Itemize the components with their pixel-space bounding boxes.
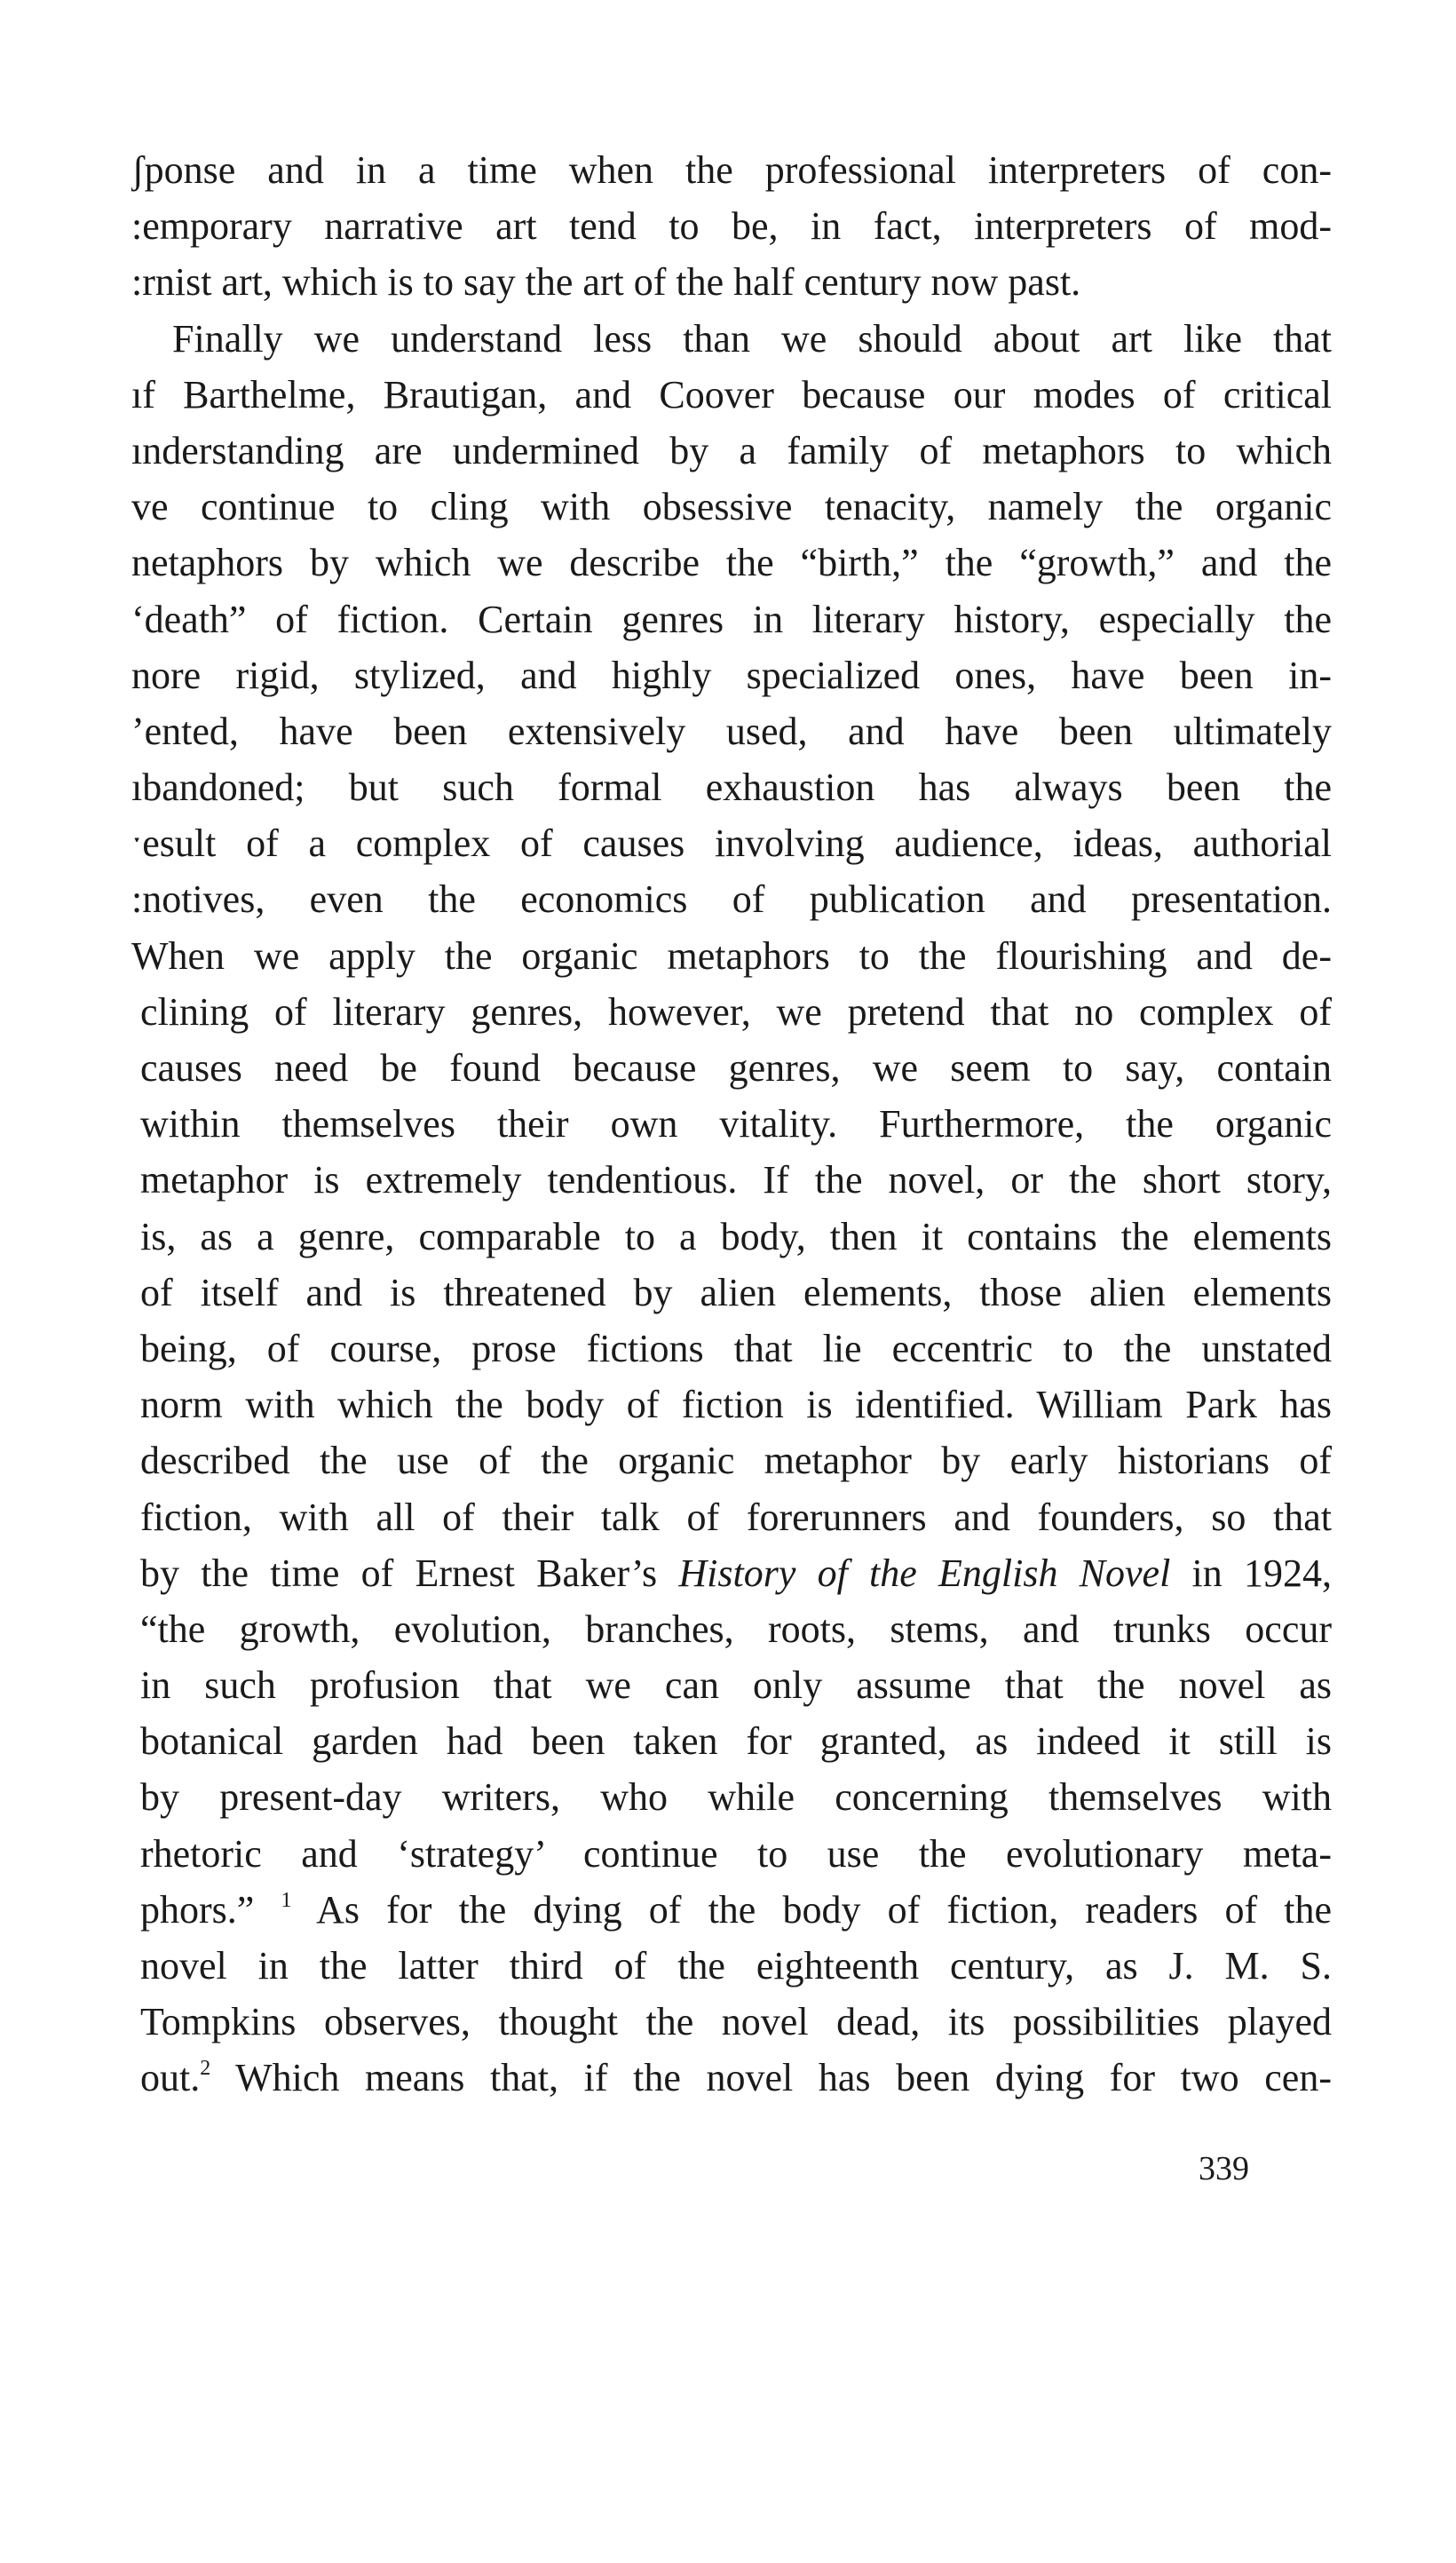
- text-line: netaphors by which we describe the “birth,” the “growth,” and the: [131, 541, 1332, 585]
- text-line: :emporary narrative art tend to be, in fact, interpreters of mod-: [131, 204, 1332, 249]
- text-line: is, as a genre, comparable to a body, then it contains the elements: [140, 1214, 1332, 1258]
- body-text: [131, 142, 1332, 2107]
- text-line: ‘death” of fiction. Certain genres in literary history, especially the: [131, 597, 1332, 641]
- text-line: ıf Barthelme, Brautigan, and Coover because our modes of critical: [131, 372, 1332, 417]
- text-line-with-footnote: [140, 2050, 1332, 2106]
- text-line: Tompkins observes, thought the novel dead, its possibilities played: [140, 2000, 1332, 2044]
- text-line: ıbandoned; but such formal exhaustion has always been the: [131, 766, 1332, 810]
- text-line-with-book-title: [140, 1545, 1332, 1601]
- footnote-marker: 2: [200, 2057, 211, 2081]
- text-line: rhetoric and ‘strategy’ continue to use the evolutionary meta-: [140, 1831, 1332, 1876]
- text-line: of itself and is threatened by alien elements, those alien elements: [140, 1270, 1332, 1314]
- text-line: within themselves their own vitality. Furthermore, the organic: [140, 1102, 1332, 1147]
- text-line: clining of literary genres, however, we pretend that no complex of: [140, 989, 1332, 1034]
- text-line: causes need be found because genres, we seem to say, contain: [140, 1046, 1332, 1090]
- text-line: When we apply the organic metaphors to the flourishing and de-: [131, 933, 1332, 978]
- text-line-with-footnote: [140, 1882, 1332, 1938]
- text-line: nore rigid, stylized, and highly specialized ones, have been in-: [131, 653, 1332, 697]
- text-segment: out.: [140, 2056, 201, 2100]
- text-line: ˑesult of a complex of causes involving audience, ideas, authorial: [131, 821, 1332, 866]
- page-number: 339: [1199, 2150, 1249, 2187]
- text-segment: in 1924,: [1170, 1551, 1332, 1595]
- text-segment: Which means that, if the novel has been dying for two cen-: [210, 2056, 1332, 2100]
- text-line: being, of course, prose fictions that lie eccentric to the unstated: [140, 1326, 1332, 1370]
- text-line: metaphor is extremely tendentious. If the novel, or the short story,: [140, 1158, 1332, 1202]
- book-title: History of the English Novel: [678, 1551, 1171, 1595]
- text-line: in such profusion that we can only assume that the novel as: [140, 1663, 1332, 1708]
- text-line: norm with which the body of fiction is identified. William Park has: [140, 1383, 1332, 1427]
- footnote-marker: 1: [281, 1888, 292, 1912]
- text-segment: by the time of Ernest Baker’s: [140, 1551, 679, 1595]
- text-line: by present-day writers, who while concerning themselves with: [140, 1775, 1332, 1820]
- text-line: “the growth, evolution, branches, roots, stems, and trunks occur: [140, 1607, 1332, 1651]
- text-line: botanical garden had been taken for granted, as indeed it still is: [140, 1719, 1332, 1764]
- text-line: Finally we understand less than we should about art like that: [172, 316, 1332, 361]
- text-line: ınderstanding are undermined by a family of metaphors to which: [131, 428, 1332, 472]
- text-line: ʃponse and in a time when the professional interpreters of con-: [131, 148, 1332, 192]
- text-line: described the use of the organic metaphor by early historians of: [140, 1439, 1332, 1483]
- text-line: :rnist art, which is to say the art of the half century now past.: [131, 260, 1081, 305]
- text-segment: phors.”: [140, 1887, 281, 1932]
- text-line: novel in the latter third of the eighteenth century, as J. M. S.: [140, 1944, 1332, 1988]
- text-line: ve continue to cling with obsessive tenacity, namely the organic: [131, 485, 1332, 529]
- text-line: :notives, even the economics of publication and presentation.: [131, 877, 1332, 922]
- text-line: ʼented, have been extensively used, and have been ultimately: [131, 709, 1332, 753]
- text-line: fiction, with all of their talk of forerunners and founders, so that: [140, 1495, 1332, 1539]
- text-segment: As for the dying of the body of fiction, readers of the: [291, 1887, 1332, 1932]
